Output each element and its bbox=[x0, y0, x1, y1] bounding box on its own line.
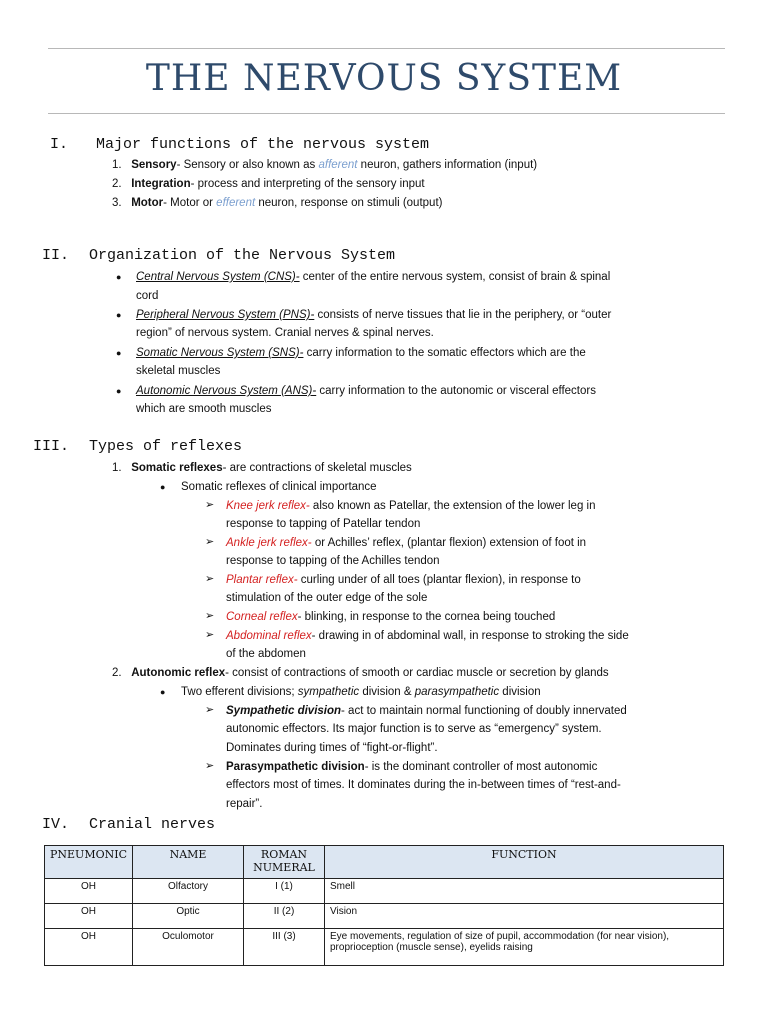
arrow-bullet-icon: ➢ bbox=[205, 704, 215, 716]
section-title: Organization of the Nervous System bbox=[89, 247, 396, 264]
list-item-cont: repair”. bbox=[226, 798, 263, 810]
section-title: Major functions of the nervous system bbox=[96, 136, 430, 153]
title-underline bbox=[48, 113, 725, 114]
list-item-cont: cord bbox=[136, 290, 159, 302]
top-rule bbox=[48, 48, 725, 49]
list-item: 1. Sensory- Sensory or also known as afferent neuron, gathers information (input) bbox=[112, 159, 538, 171]
arrow-bullet-icon: ➢ bbox=[205, 760, 215, 772]
list-item-cont: response to tapping of the Achilles tendon bbox=[226, 555, 440, 567]
table-cell: II (2) bbox=[244, 904, 325, 929]
bullet-icon: ● bbox=[116, 272, 122, 282]
table-row bbox=[45, 929, 724, 966]
bullet-icon: ● bbox=[160, 482, 166, 492]
list-item: Somatic Nervous System (SNS)- carry information to the somatic effectors which are the bbox=[136, 347, 586, 359]
table-row bbox=[45, 904, 724, 929]
list-item: Two efferent divisions; sympathetic division & parasympathetic division bbox=[181, 686, 541, 698]
list-item-cont: which are smooth muscles bbox=[136, 403, 272, 415]
page-title: THE NERVOUS SYSTEM bbox=[145, 58, 623, 99]
section-number: III. bbox=[33, 438, 70, 455]
bullet-icon: ● bbox=[116, 310, 122, 320]
table-cell: Oculomotor bbox=[133, 929, 244, 966]
list-item: 1. Somatic reflexes- are contractions of skeletal muscles bbox=[112, 462, 412, 474]
bullet-icon: ● bbox=[116, 348, 122, 358]
list-item: Autonomic Nervous System (ANS)- carry information to the autonomic or visceral effectors bbox=[136, 385, 596, 397]
list-item: Somatic reflexes of clinical importance bbox=[181, 481, 377, 493]
column-header: NAME bbox=[133, 846, 244, 879]
table-header-row bbox=[45, 846, 724, 879]
section-title: Cranial nerves bbox=[89, 816, 216, 833]
bullet-icon: ● bbox=[160, 687, 166, 697]
arrow-bullet-icon: ➢ bbox=[205, 573, 215, 585]
column-header: PNEUMONIC bbox=[45, 846, 133, 879]
section-title: Types of reflexes bbox=[89, 438, 243, 455]
arrow-bullet-icon: ➢ bbox=[205, 629, 215, 641]
list-item: Ankle jerk reflex- or Achilles’ reflex, (plantar flexion) extension of foot in bbox=[226, 537, 587, 549]
table-cell: Eye movements, regulation of size of pupil, accommodation (for near vision), proprioception (muscle sense), eyelids raising bbox=[325, 929, 724, 966]
table-cell: Vision bbox=[325, 904, 724, 929]
column-header: ROMAN NUMERAL bbox=[244, 846, 325, 879]
list-item-cont: autonomic effectors. Its major function is to serve as “emergency” system. bbox=[226, 723, 602, 735]
table-cell: OH bbox=[45, 879, 133, 904]
arrow-bullet-icon: ➢ bbox=[205, 610, 215, 622]
list-item-cont: stimulation of the outer edge of the sole bbox=[226, 592, 428, 604]
list-item: 3. Motor- Motor or efferent neuron, response on stimuli (output) bbox=[112, 197, 443, 209]
cranial-nerves-table bbox=[44, 845, 724, 966]
list-item-cont: Dominates during times of “fight-or-flight”. bbox=[226, 742, 438, 754]
list-item: Corneal reflex- blinking, in response to the cornea being touched bbox=[226, 611, 556, 623]
section-number: I. bbox=[50, 136, 69, 153]
list-item-cont: response to tapping of Patellar tendon bbox=[226, 518, 421, 530]
list-item: Knee jerk reflex- also known as Patellar, the extension of the lower leg in bbox=[226, 500, 596, 512]
arrow-bullet-icon: ➢ bbox=[205, 536, 215, 548]
list-item: 2. Integration- process and interpreting of the sensory input bbox=[112, 178, 425, 190]
section-number: II. bbox=[42, 247, 70, 264]
arrow-bullet-icon: ➢ bbox=[205, 499, 215, 511]
table-cell: I (1) bbox=[244, 879, 325, 904]
list-item: Parasympathetic division- is the dominant controller of most autonomic bbox=[226, 761, 598, 773]
table-cell: OH bbox=[45, 904, 133, 929]
list-item: 2. Autonomic reflex- consist of contractions of smooth or cardiac muscle or secretion by glands bbox=[112, 667, 609, 679]
column-header: FUNCTION bbox=[325, 846, 724, 879]
list-item: Central Nervous System (CNS)- center of the entire nervous system, consist of brain & spinal bbox=[136, 271, 611, 283]
table-cell: III (3) bbox=[244, 929, 325, 966]
table-cell: Smell bbox=[325, 879, 724, 904]
list-item: Sympathetic division- act to maintain normal functioning of doubly innervated bbox=[226, 705, 627, 717]
list-item: Plantar reflex- curling under of all toes (plantar flexion), in response to bbox=[226, 574, 581, 586]
bullet-icon: ● bbox=[116, 386, 122, 396]
list-item-cont: of the abdomen bbox=[226, 648, 306, 660]
table-row bbox=[45, 879, 724, 904]
section-number: IV. bbox=[42, 816, 70, 833]
list-item-cont: skeletal muscles bbox=[136, 365, 221, 377]
table-cell: OH bbox=[45, 929, 133, 966]
list-item-cont: region” of nervous system. Cranial nerves & spinal nerves. bbox=[136, 327, 434, 339]
table-cell: Optic bbox=[133, 904, 244, 929]
list-item-cont: effectors most of times. It dominates during the in-between times of “rest-and- bbox=[226, 779, 621, 791]
list-item: Abdominal reflex- drawing in of abdominal wall, in response to stroking the side bbox=[226, 630, 629, 642]
table-cell: Olfactory bbox=[133, 879, 244, 904]
list-item: Peripheral Nervous System (PNS)- consists of nerve tissues that lie in the periphery, or “outer bbox=[136, 309, 612, 321]
